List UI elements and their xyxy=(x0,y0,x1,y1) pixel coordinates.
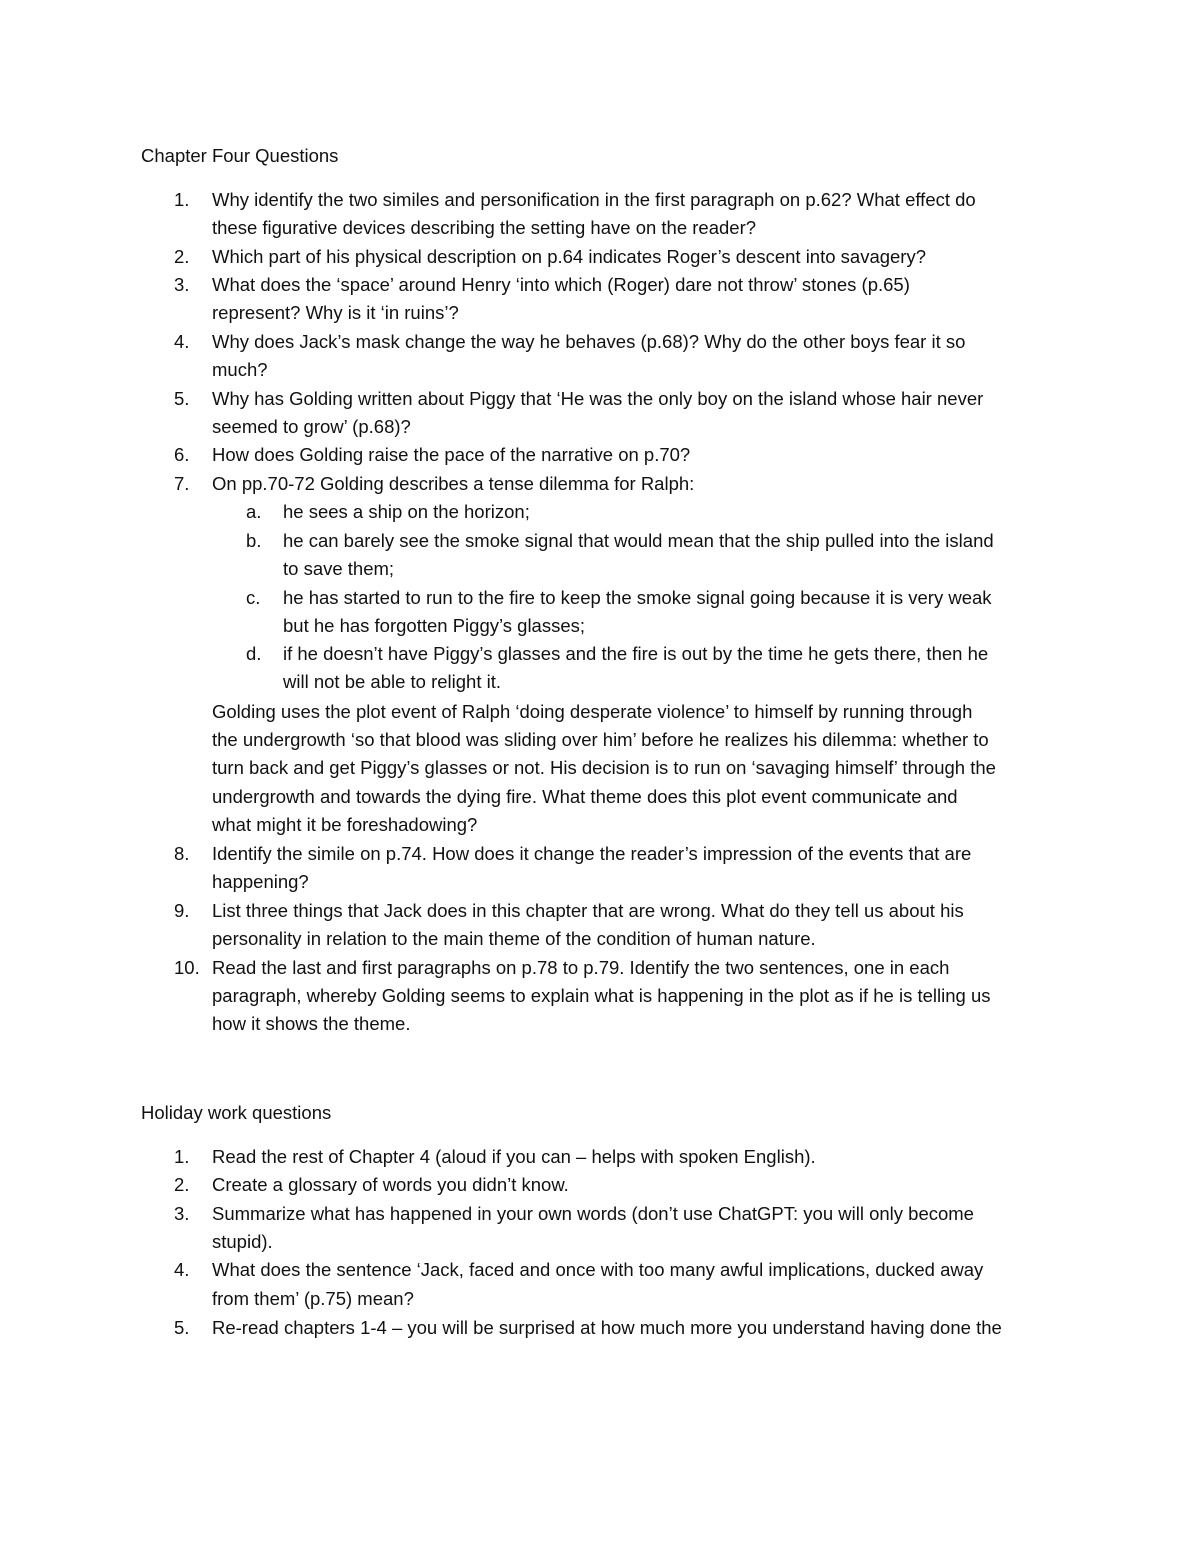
question-paragraph: what might it be foreshadowing? xyxy=(212,814,478,835)
question-text: Summarize what has happened in your own words (don’t use ChatGPT: you will only become xyxy=(212,1203,974,1224)
question-text: seemed to grow’ (p.68)? xyxy=(212,416,411,437)
question-text: Identify the simile on p.74. How does it change the reader’s impression of the events that are xyxy=(212,843,972,864)
question-number: 2. xyxy=(174,246,190,267)
question-text: these figurative devices describing the setting have on the reader? xyxy=(212,217,757,238)
question-paragraph: turn back and get Piggy’s glasses or not. His decision is to run on ‘savaging himself’ through the xyxy=(212,757,996,778)
question-text: Why does Jack’s mask change the way he behaves (p.68)? Why do the other boys fear it so xyxy=(212,331,966,352)
question-text: paragraph, whereby Golding seems to explain what is happening in the plot as if he is telling us xyxy=(212,985,991,1006)
sub-item-text: if he doesn’t have Piggy’s glasses and the fire is out by the time he gets there, then he xyxy=(283,643,989,664)
question-text: stupid). xyxy=(212,1231,273,1252)
question-text: much? xyxy=(212,359,268,380)
sub-item-text: he sees a ship on the horizon; xyxy=(283,501,530,522)
question-number: 5. xyxy=(174,1317,190,1338)
question-text: On pp.70-72 Golding describes a tense dilemma for Ralph: xyxy=(212,473,695,494)
question-text: What does the sentence ‘Jack, faced and once with too many awful implications, ducked away xyxy=(212,1259,984,1280)
question-text: represent? Why is it ‘in ruins’? xyxy=(212,302,459,323)
sub-item-text: will not be able to relight it. xyxy=(283,671,502,692)
question-number: 2. xyxy=(174,1174,190,1195)
question-number: 3. xyxy=(174,274,190,295)
question-paragraph: undergrowth and towards the dying fire. What theme does this plot event communicate and xyxy=(212,786,958,807)
question-paragraph: Golding uses the plot event of Ralph ‘doing desperate violence’ to himself by running through xyxy=(212,701,973,722)
question-text: happening? xyxy=(212,871,309,892)
question-text: Read the rest of Chapter 4 (aloud if you can – helps with spoken English). xyxy=(212,1146,816,1167)
question-number: 4. xyxy=(174,1259,190,1280)
question-text: How does Golding raise the pace of the narrative on p.70? xyxy=(212,444,691,465)
question-text: Create a glossary of words you didn’t know. xyxy=(212,1174,569,1195)
question-text: Read the last and first paragraphs on p.78 to p.79. Identify the two sentences, one in each xyxy=(212,957,950,978)
question-text: Re-read chapters 1-4 – you will be surprised at how much more you understand having done the xyxy=(212,1317,1002,1338)
chapter-four-heading: Chapter Four Questions xyxy=(141,145,339,166)
question-number: 3. xyxy=(174,1203,190,1224)
sub-item-letter: b. xyxy=(246,530,262,551)
question-text: Why has Golding written about Piggy that ‘He was the only boy on the island whose hair never xyxy=(212,388,984,409)
question-text: Which part of his physical description on p.64 indicates Roger’s descent into savagery? xyxy=(212,246,927,267)
sub-item-text: but he has forgotten Piggy’s glasses; xyxy=(283,615,586,636)
question-text: from them’ (p.75) mean? xyxy=(212,1288,414,1309)
question-text: List three things that Jack does in this chapter that are wrong. What do they tell us about his xyxy=(212,900,964,921)
question-number: 8. xyxy=(174,843,190,864)
sub-item-text: he can barely see the smoke signal that would mean that the ship pulled into the island xyxy=(283,530,994,551)
sub-item-text: he has started to run to the fire to keep the smoke signal going because it is very weak xyxy=(283,587,992,608)
sub-item-letter: a. xyxy=(246,501,262,522)
sub-item-letter: c. xyxy=(246,587,261,608)
question-number: 10. xyxy=(174,957,200,978)
question-text: Why identify the two similes and personification in the first paragraph on p.62? What effect do xyxy=(212,189,976,210)
question-paragraph: the undergrowth ‘so that blood was sliding over him’ before he realizes his dilemma: whether to xyxy=(212,729,989,750)
question-text: What does the ‘space’ around Henry ‘into which (Roger) dare not throw’ stones (p.65) xyxy=(212,274,910,295)
question-number: 5. xyxy=(174,388,190,409)
question-text: how it shows the theme. xyxy=(212,1013,411,1034)
question-number: 4. xyxy=(174,331,190,352)
question-number: 1. xyxy=(174,189,190,210)
question-number: 7. xyxy=(174,473,190,494)
question-number: 6. xyxy=(174,444,190,465)
question-text: personality in relation to the main theme of the condition of human nature. xyxy=(212,928,816,949)
question-number: 1. xyxy=(174,1146,190,1167)
holiday-heading: Holiday work questions xyxy=(141,1102,332,1123)
sub-item-text: to save them; xyxy=(283,558,395,579)
sub-item-letter: d. xyxy=(246,643,262,664)
question-number: 9. xyxy=(174,900,190,921)
